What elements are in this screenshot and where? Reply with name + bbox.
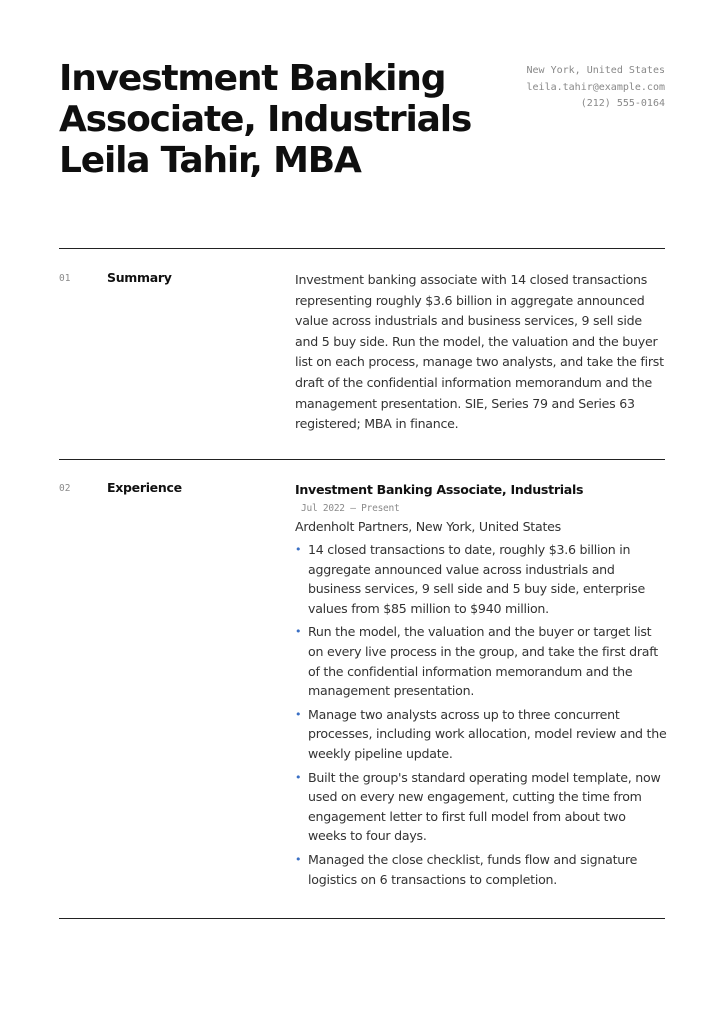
list-item [295, 705, 667, 764]
bullet-icon: • [295, 543, 302, 556]
summary-divider [59, 459, 665, 460]
page-title: Investment Banking Associate, Industrials Leila Tahir, MBA [59, 58, 472, 181]
job-company: Ardenholt Partners, New York, United States [295, 519, 561, 534]
list-item [295, 540, 667, 618]
section-number: 02 [59, 483, 71, 494]
header-divider [59, 248, 665, 249]
section-title: Experience [107, 480, 182, 495]
bullet-text: Run the model, the valuation and the buyer or target list on every live process in the group, and take the first draft of the confidential information memorandum and the management presentation. [308, 624, 658, 699]
bullet-text: Built the group's standard operating model template, now used on every new engagement, cutting the time from engagement letter to first full model from about two weeks to four days. [308, 769, 661, 844]
contact-email: leila.tahir@example.com [526, 81, 665, 93]
section-number: 01 [59, 273, 71, 284]
list-item [295, 622, 667, 700]
list-item [295, 850, 667, 889]
bullet-text: Managed the close checklist, funds flow and signature logistics on 6 transactions to completion. [308, 851, 638, 887]
section-title: Summary [107, 270, 172, 285]
section-body [295, 270, 667, 435]
job-bullets [295, 540, 667, 889]
job-title: Investment Banking Associate, Industrials [295, 482, 584, 497]
contact-location: New York, United States [526, 65, 665, 76]
list-item [295, 768, 667, 846]
resume-header [59, 58, 665, 238]
bullet-text: 14 closed transactions to date, roughly $3.6 billion in aggregate announced value across industrials and business services, 9 sell side and 5 buy side, enterprise values from $85 million to $940 million. [308, 542, 645, 616]
bullet-icon: • [295, 770, 302, 784]
section-body [295, 480, 667, 893]
job-dates: Jul 2022 — Present [301, 503, 400, 514]
summary-text: Investment banking associate with 14 closed transactions representing roughly $3.6 billion in aggregate announced value across industrials and business services, 9 sell side and 5 buy side. Run the model, the valuation and the buyer list on each process, manage two analysts, and take the first draft of the confidential information memorandum and the management presentation. SIE, Series 79 and Series 63 registered; MBA in finance. [295, 272, 664, 432]
bullet-icon: • [295, 625, 302, 639]
contact-block [527, 63, 665, 113]
bullet-icon: • [295, 707, 302, 721]
bullet-text: Manage two analysts across up to three concurrent processes, including work allocation, model review and the weekly pipeline update. [308, 706, 667, 761]
contact-phone: (212) 555-0164 [580, 98, 665, 109]
bullet-icon: • [295, 852, 302, 866]
experience-divider [59, 918, 665, 919]
